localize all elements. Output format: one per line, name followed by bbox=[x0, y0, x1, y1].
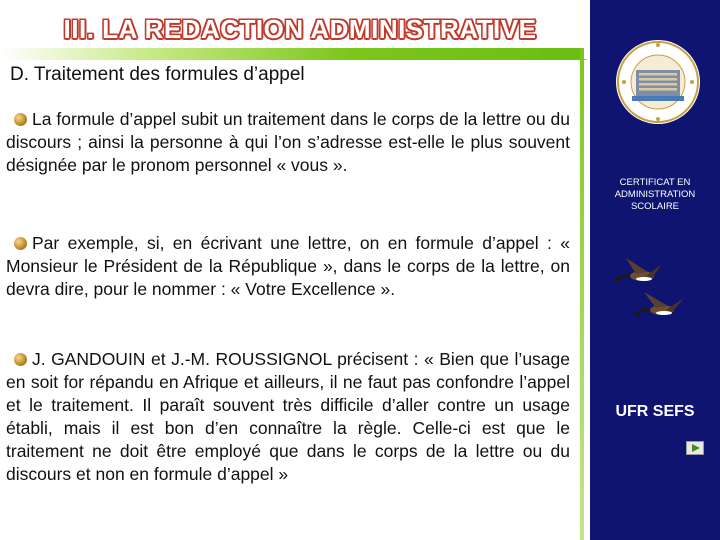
ufr-label: UFR SEFS bbox=[615, 403, 695, 420]
paragraph-2-text: Par exemple, si, en écrivant une lettre, on en formule d’appel : « Monsieur le Président de la République », dans le corps de la lettre, on devra dire, pour le nommer : « Votre Excellence ». bbox=[6, 233, 570, 299]
green-divider-line bbox=[580, 48, 584, 540]
certificate-line: CERTIFICAT EN bbox=[619, 177, 691, 188]
paragraph-3 bbox=[6, 348, 570, 486]
flying-geese-icon bbox=[612, 254, 692, 334]
title-underline-bar bbox=[0, 48, 582, 60]
certificate-line: SCOLAIRE bbox=[630, 201, 680, 212]
section-subtitle: D. Traitement des formules d’appel bbox=[10, 64, 305, 85]
university-logo bbox=[616, 40, 700, 124]
next-slide-button[interactable] bbox=[686, 441, 704, 455]
university-seal-icon bbox=[616, 40, 700, 124]
paragraph-3-text: J. GANDOUIN et J.-M. ROUSSIGNOL précisent : « Bien que l’usage en soit for répandu en Afrique et ailleurs, il ne faut pas confondre l’appel et le traitement. Il paraît souvent très difficile d’aller contre un usage établi, mais il est bon d’en connaître la règle. Celle-ci est que le traitement ne doit être employé que dans le corps de la lettre ou du discours et non en formule d’appel » bbox=[6, 349, 570, 484]
paragraph-1-text: La formule d’appel subit un traitement dans le corps de la lettre ou du discours ; ainsi la personne à qui l’on s’adresse est-elle le plus souvent désignée par le pronom personnel « vous ». bbox=[6, 109, 570, 175]
bullet-icon bbox=[14, 237, 27, 250]
certificate-line: ADMINISTRATION bbox=[614, 189, 696, 200]
paragraph-2 bbox=[6, 232, 570, 301]
certificate-label bbox=[590, 177, 720, 213]
paragraph-1 bbox=[6, 108, 570, 177]
bullet-icon bbox=[14, 113, 27, 126]
bullet-icon bbox=[14, 353, 27, 366]
slide-title: III. LA REDACTION ADMINISTRATIVE bbox=[63, 14, 537, 44]
